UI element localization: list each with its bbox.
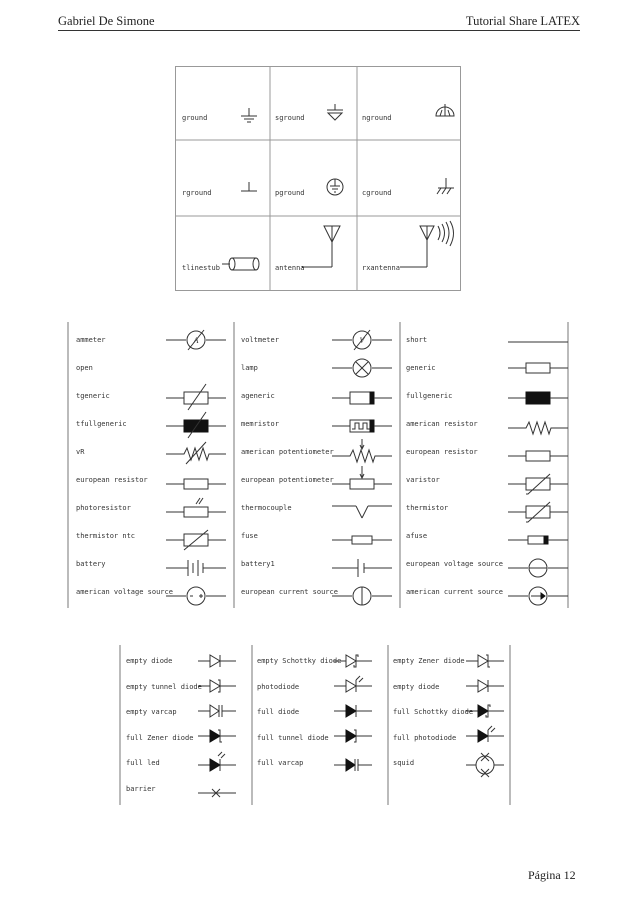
header-title: Tutorial Share LATEX [465,14,580,28]
diode-label-col2-item: full varcap [257,759,304,768]
diode-label-col2-item: full tunnel diode [257,733,329,742]
label-rxantenna: rxantenna [362,264,400,272]
table-components-frame [64,322,574,612]
label-pground: pground [275,189,305,197]
antenna-icon [300,222,350,272]
diodes-col3-symbols [466,650,506,780]
component-label-col2-item: voltmeter [241,336,279,344]
col3-symbols [508,326,568,606]
pground-icon [324,176,346,198]
component-label-col1-item: european resistor [76,476,148,484]
ground-icon [239,108,259,128]
page-number: Página 12 [528,868,576,882]
component-label-col1-item: vR [76,448,85,456]
label-tlinestub: tlinestub [182,264,220,272]
label-antenna: antenna [275,264,305,272]
diode-label-col2-item: full diode [257,708,300,717]
component-label-col1-item: ammeter [76,336,106,344]
component-label-col2-item: battery1 [241,560,275,568]
rground-icon [239,182,259,198]
component-label-col2-item: thermocouple [241,504,292,512]
label-cground: cground [362,189,392,197]
diode-label-col3-item: empty diode [393,682,440,691]
component-label-col3-item: generic [406,364,436,372]
label-rground: rground [182,189,212,197]
component-label-col3-item: fullgeneric [406,392,453,400]
component-label-col3-item: european voltage source [406,560,503,568]
component-label-col1-item: thermistor ntc [76,532,136,540]
rxantenna-icon [400,222,470,272]
col2-symbols [332,326,392,606]
component-label-col1-item: battery [76,560,106,568]
diode-label-col3-item: full photodiode [393,733,457,742]
tlinestub-icon [222,254,262,274]
component-label-col1-item: american voltage source [76,588,173,596]
component-label-col2-item: european potentiometer [241,476,334,484]
label-ground: ground [182,114,208,122]
component-label-col1-item: photoresistor [76,504,131,512]
diode-label-col1-item: full Zener diode [126,733,194,742]
diodes-col1-symbols [198,650,238,810]
component-label-col3-item: afuse [406,532,428,540]
diode-label-col2-item: empty Schottky diode [257,657,342,665]
component-label-col2-item: european current source [241,588,338,596]
component-label-col2-item: lamp [241,364,258,372]
table-diodes-frame [116,645,516,815]
label-sground: sground [275,114,305,122]
component-label-col2-item: ageneric [241,392,275,400]
component-label-col2-item: american potentiometer [241,448,334,456]
diode-label-col3-item: full Schottky diode [393,708,474,717]
diode-label-col1-item: barrier [126,785,156,793]
component-label-col2-item: fuse [241,532,258,540]
cground-icon [435,178,457,196]
nground-icon [434,104,456,124]
sground-icon [324,104,346,124]
ammeter-letter: A [193,336,199,345]
diode-label-col1-item: empty tunnel diode [126,682,202,691]
component-label-col3-item: american resistor [406,420,478,428]
component-label-col1-item: tgeneric [76,392,110,400]
diode-label-col3-item: empty Zener diode [393,657,465,665]
page-header [58,12,580,31]
label-nground: nground [362,114,392,122]
col1-symbols [166,326,226,606]
diode-label-col1-item: empty diode [126,657,173,665]
diode-label-col2-item: photodiode [257,682,300,691]
diode-label-col1-item: empty varcap [126,708,177,717]
component-label-col3-item: european resistor [406,448,478,456]
component-label-col1-item: open [76,364,93,372]
component-label-col3-item: american current source [406,588,503,596]
component-label-col3-item: varistor [406,476,440,484]
diode-label-col1-item: full led [126,759,160,768]
component-label-col3-item: short [406,336,428,344]
diodes-col2-symbols [334,650,374,780]
voltmeter-letter: V [359,336,365,345]
component-label-col3-item: thermistor [406,504,449,512]
header-author: Gabriel De Simone [58,14,155,28]
component-label-col1-item: tfullgeneric [76,420,127,428]
diode-label-col3-item: squid [393,759,415,768]
component-label-col2-item: memristor [241,420,279,428]
